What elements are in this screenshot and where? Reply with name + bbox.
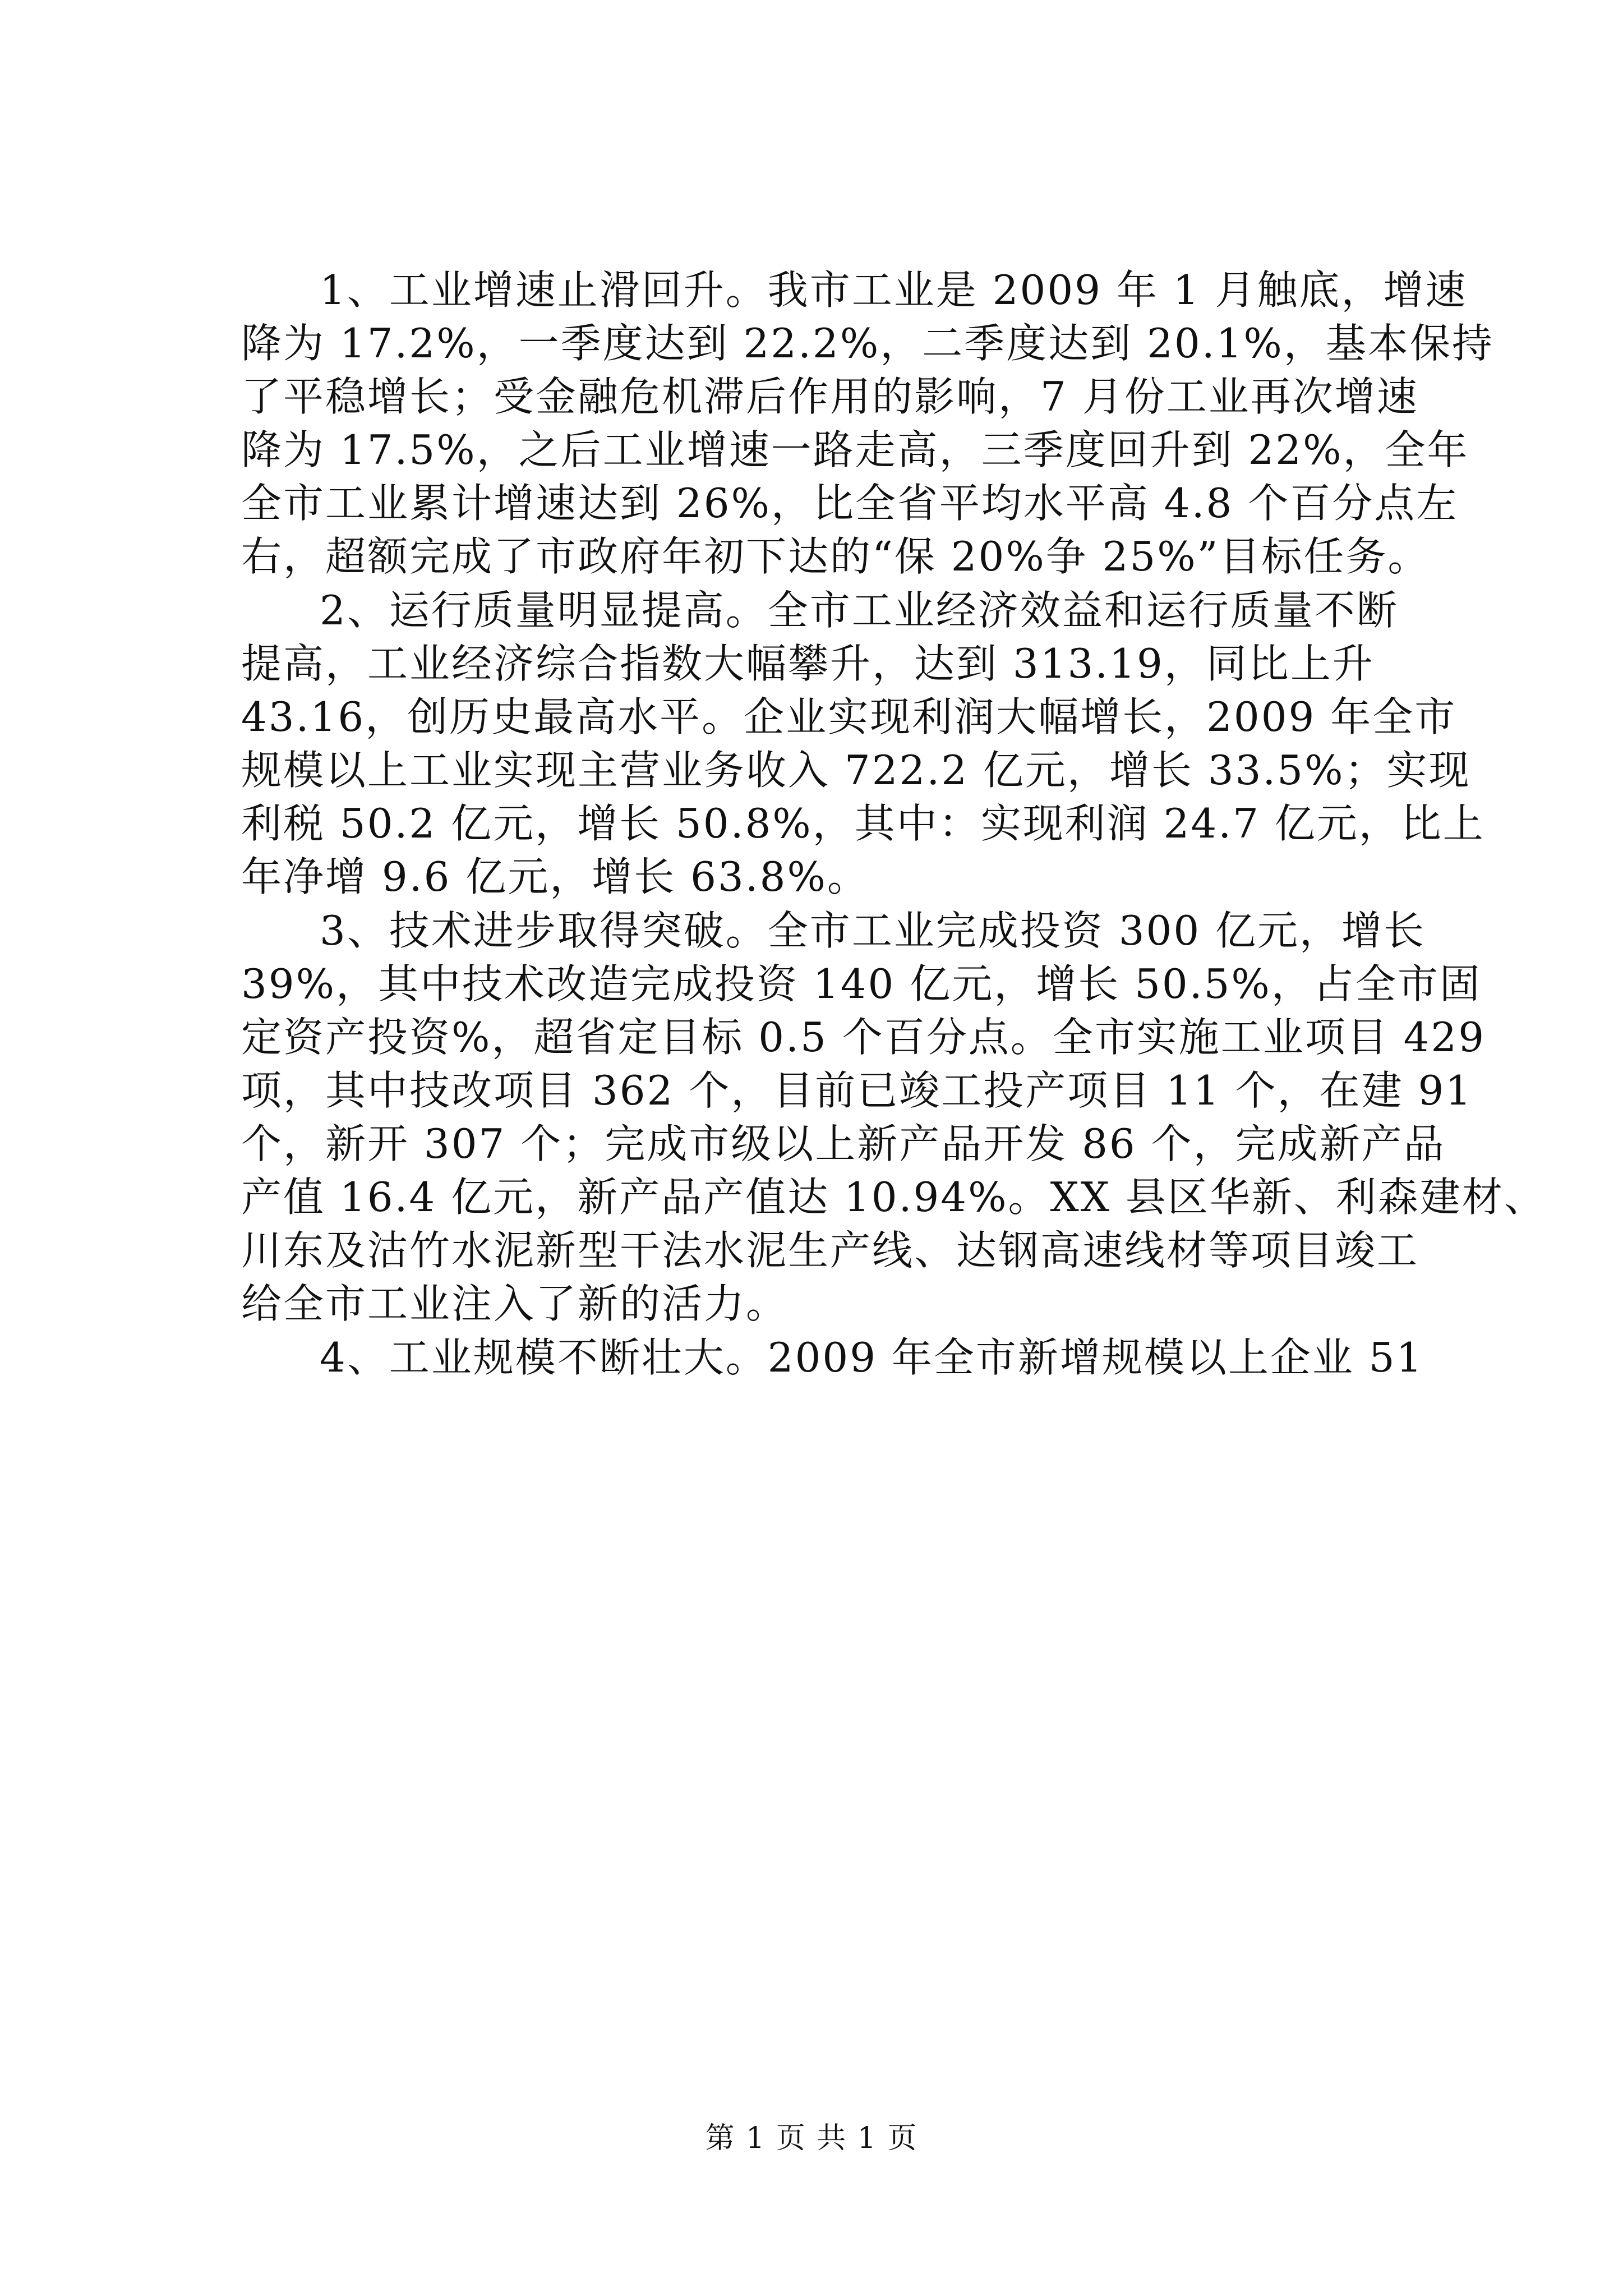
document-body [241, 264, 1546, 1385]
paragraph-line: 提高，工业经济综合指数大幅攀升，达到 313.19，同比上升 [241, 640, 1375, 687]
paragraph-line: 降为 17.2%，一季度达到 22.2%，二季度达到 20.1%，基本保持 [241, 320, 1494, 367]
paragraph-line: 个，新开 307 个；完成市级以上新产品开发 86 个，完成新产品 [241, 1120, 1446, 1167]
paragraph-line: 右，超额完成了市政府年初下达的“保 20%争 25%”目标任务。 [241, 533, 1430, 580]
paragraph-line: 43.16，创历史最高水平。企业实现利润大幅增长，2009 年全市 [241, 693, 1457, 740]
paragraph-4 [241, 1331, 1424, 1384]
paragraph-2 [241, 584, 1485, 904]
paragraph-line: 1、工业增速止滑回升。我市工业是 2009 年 1 月触底，增速 [320, 266, 1468, 314]
paragraph-line: 给全市工业注入了新的活力。 [241, 1280, 789, 1327]
paragraph-line: 规模以上工业实现主营业务收入 722.2 亿元，增长 33.5%；实现 [241, 747, 1471, 794]
paragraph-line: 4、工业规模不断壮大。2009 年全市新增规模以上企业 51 [320, 1334, 1424, 1381]
paragraph-1 [241, 264, 1494, 583]
paragraph-line: 39%，其中技术改造完成投资 140 亿元，增长 50.5%，占全市固 [241, 960, 1482, 1007]
paragraph-line: 年净增 9.6 亿元，增长 63.8%。 [241, 853, 869, 900]
paragraph-line: 川东及沽竹水泥新型干法水泥生产线、达钢高速线材等项目竣工 [241, 1227, 1419, 1274]
paragraph-3 [241, 904, 1546, 1331]
paragraph-line: 降为 17.5%，之后工业增速一路走高，三季度回升到 22%，全年 [241, 426, 1469, 473]
paragraph-line: 项，其中技改项目 362 个，目前已竣工投产项目 11 个，在建 91 [241, 1067, 1473, 1114]
page-footer: 第 1 页 共 1 页 [705, 2122, 918, 2155]
paragraph-line: 产值 16.4 亿元，新产品产值达 10.94%。XX 县区华新、利森建材、 [241, 1174, 1546, 1221]
paragraph-line: 利税 50.2 亿元，增长 50.8%，其中：实现利润 24.7 亿元，比上 [241, 800, 1485, 847]
paragraph-line: 3、技术进步取得突破。全市工业完成投资 300 亿元，增长 [320, 907, 1426, 954]
paragraph-line: 定资产投资%，超省定目标 0.5 个百分点。全市实施工业项目 429 [241, 1014, 1486, 1061]
paragraph-line: 2、运行质量明显提高。全市工业经济效益和运行质量不断 [320, 587, 1399, 634]
paragraph-line: 了平稳增长；受金融危机滞后作用的影响，7 月份工业再次增速 [241, 373, 1419, 420]
paragraph-line: 全市工业累计增速达到 26%，比全省平均水平高 4.8 个百分点左 [241, 480, 1459, 527]
